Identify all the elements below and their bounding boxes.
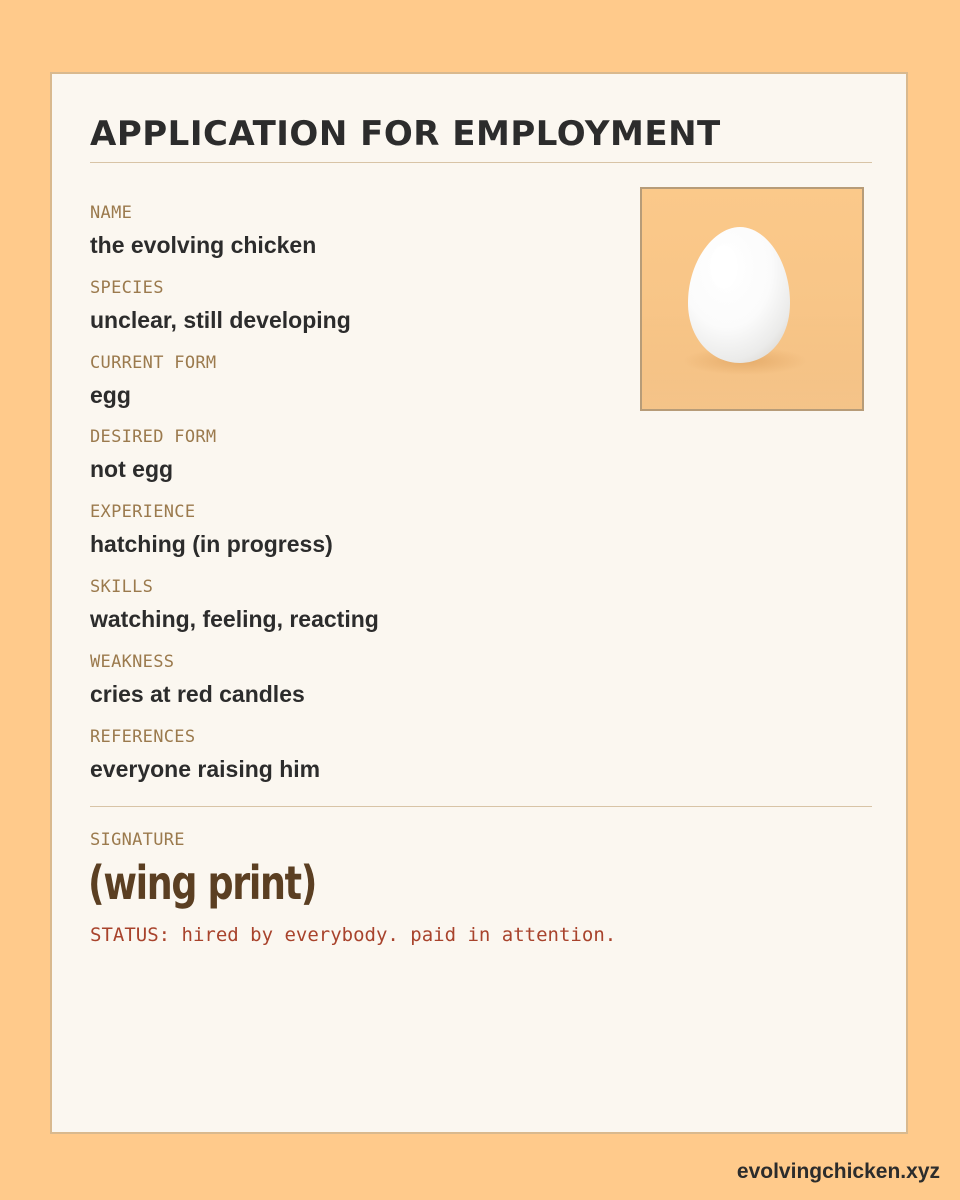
field-label: NAME	[90, 203, 133, 223]
field-label: SPECIES	[90, 277, 164, 298]
field-label: EXPERIENCE	[90, 502, 196, 523]
form-fields	[90, 202, 610, 800]
field-experience	[90, 501, 610, 576]
signature-label: SIGNATURE	[90, 830, 185, 850]
field-value: not egg	[90, 456, 174, 483]
field-species	[90, 277, 610, 352]
signature-value: (wing print)	[88, 856, 317, 910]
field-value: egg	[90, 381, 131, 408]
field-references	[90, 726, 610, 801]
field-label: DESIRED FORM	[90, 427, 217, 448]
field-label: WEAKNESS	[90, 651, 175, 672]
field-skills	[90, 576, 610, 651]
field-value: the evolving chicken	[90, 232, 317, 258]
form-title: APPLICATION FOR EMPLOYMENT	[90, 114, 721, 154]
egg-icon	[642, 189, 862, 409]
field-value: watching, feeling, reacting	[90, 605, 379, 632]
field-name	[90, 202, 610, 277]
field-desired-form	[90, 426, 610, 501]
field-weakness	[90, 651, 610, 726]
field-label: CURRENT FORM	[90, 352, 217, 373]
egg-photo	[640, 187, 864, 411]
title-divider	[90, 162, 872, 163]
field-label: SKILLS	[90, 576, 154, 597]
field-value: hatching (in progress)	[90, 531, 333, 558]
status-text: STATUS: hired by everybody. paid in attention.	[90, 924, 617, 946]
footer-site-link[interactable]: evolvingchicken.xyz	[736, 1160, 940, 1183]
signature-divider	[90, 806, 872, 807]
field-value: cries at red candles	[90, 680, 305, 707]
field-value: unclear, still developing	[90, 306, 351, 333]
field-label: REFERENCES	[90, 726, 196, 747]
application-card	[50, 72, 908, 1134]
field-current-form	[90, 352, 610, 427]
field-value: everyone raising him	[90, 755, 321, 782]
